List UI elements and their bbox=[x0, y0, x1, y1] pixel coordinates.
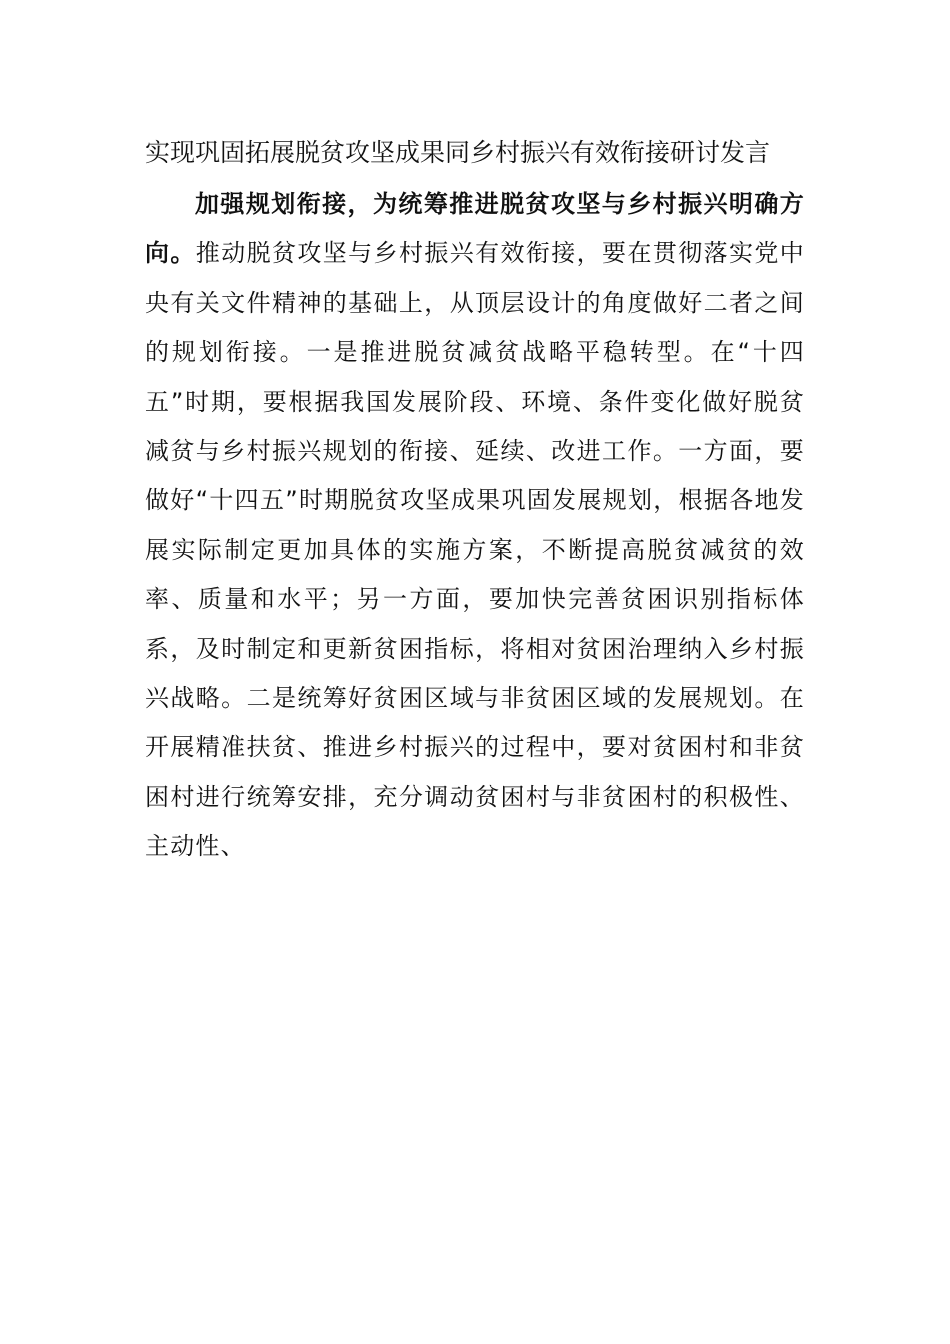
paragraph-body: 推动脱贫攻坚与乡村振兴有效衔接，要在贯彻落实党中央有关文件精神的基础上，从顶层设计的角度做好二者之间的规划衔接。一是推进脱贫减贫战略平稳转型。在“十四五”时期，要根据我国发展阶段、环境、条件变化做好脱贫减贫与乡村振兴规划的衔接、延续、改进工作。一方面，要做好“十四五”时期脱贫攻坚成果巩固发展规划，根据各地发展实际制定更加具体的实施方案，不断提高脱贫减贫的效率、质量和水平；另一方面，要加快完善贫困识别指标体系，及时制定和更新贫困指标，将相对贫困治理纳入乡村振兴战略。二是统筹好贫困区域与非贫困区域的发展规划。在开展精准扶贫、推进乡村振兴的过程中，要对贫困村和非贫困村进行统筹安排，充分调动贫困村与非贫困村的积极性、主动性、 bbox=[145, 239, 805, 861]
document-title: 实现巩固拓展脱贫攻坚成果同乡村振兴有效衔接研讨发言 bbox=[145, 138, 771, 167]
paragraph-lead: 加强规划衔接，为统筹推进脱贫攻坚与乡村振兴明确方向。 bbox=[145, 190, 805, 268]
body-paragraph bbox=[145, 180, 805, 872]
